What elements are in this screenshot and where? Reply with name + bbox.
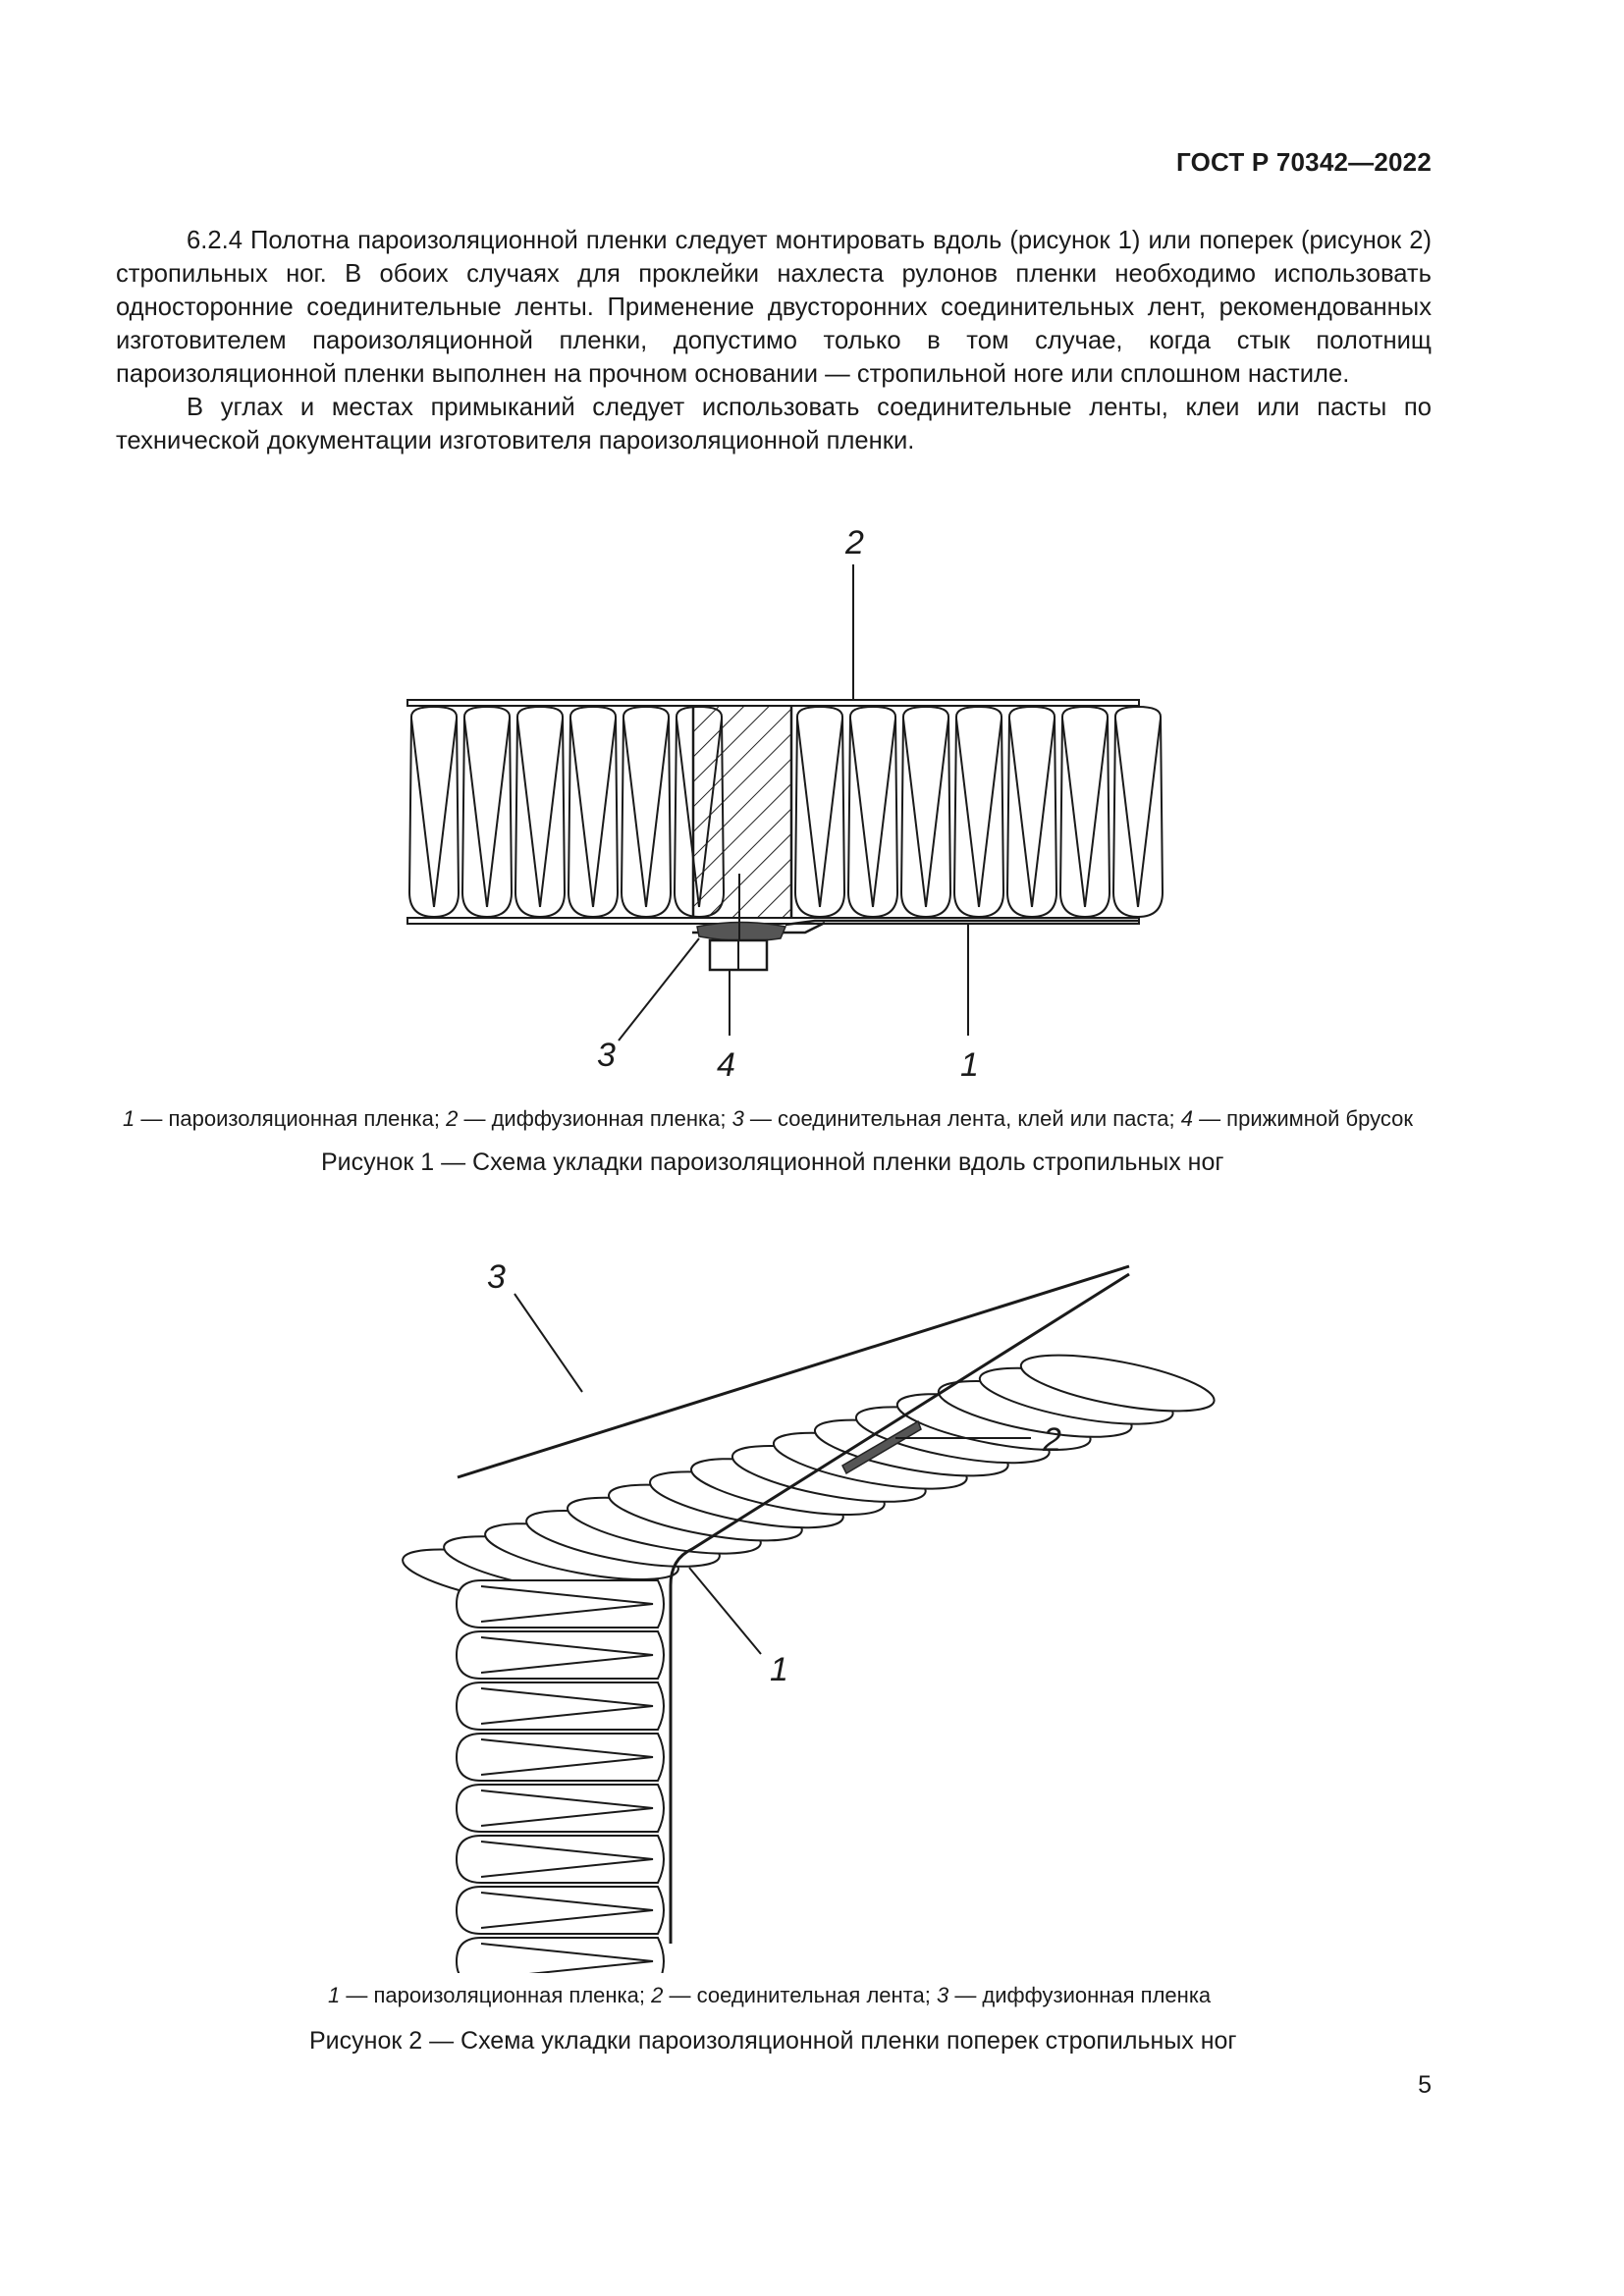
fig1-batt-line bbox=[1085, 719, 1108, 907]
fig1-callout-3: 3 bbox=[597, 1037, 616, 1074]
document-header: ГОСТ Р 70342—2022 bbox=[1176, 147, 1432, 177]
fig1-callout-4: 4 bbox=[717, 1046, 735, 1080]
fig1-leader-3 bbox=[619, 938, 699, 1041]
fig1-batt-line bbox=[979, 719, 1001, 907]
fig1-batt bbox=[795, 707, 844, 917]
fig1-batt bbox=[848, 707, 897, 917]
fig1-batt bbox=[954, 707, 1003, 917]
fig1-batt-line bbox=[434, 719, 457, 907]
page-number: 5 bbox=[1418, 2071, 1432, 2099]
figure-2-legend: 1 — пароизоляционная пленка; 2 — соединительная лента; 3 — диффузионная пленка bbox=[328, 1983, 1212, 2007]
fig2-wall-insulation bbox=[457, 1580, 664, 1973]
fig2-callout-1: 1 bbox=[770, 1651, 788, 1688]
fig1-batt-line bbox=[487, 719, 510, 907]
fig2-callout-2: 2 bbox=[1043, 1421, 1061, 1459]
paragraph-6-2-4: 6.2.4 Полотна пароизоляционной пленки следует монтировать вдоль (рисунок 1) или поперек (рисунок 2) стропильных ног. В обоих случаях для проклейки нахлеста рулонов пленки необходимо использовать односторонние соединительные ленты. Применение двусторонних соединительных лент, рекомендованных изготовителем пароизоляционной пленки, допустимо только в том случае, когда стык полотнищ пароизоляционной пленки выполнен на прочном основании — стропильной ноге или сплошном настиле. bbox=[116, 227, 1432, 388]
fig1-batt-line bbox=[464, 719, 487, 907]
fig1-batt-line bbox=[623, 719, 646, 907]
figure-2-caption: Рисунок 2 — Схема укладки пароизоляционной пленки поперек стропильных ног bbox=[309, 2027, 1237, 2055]
fig1-batt bbox=[622, 707, 671, 917]
fig1-batt-line bbox=[411, 719, 434, 907]
fig1-batt-line bbox=[540, 719, 563, 907]
fig1-batt-line bbox=[1115, 719, 1138, 907]
fig2-leader-3 bbox=[514, 1294, 582, 1392]
figure-1-caption: Рисунок 1 — Схема укладки пароизоляционной пленки вдоль стропильных ног bbox=[321, 1148, 1224, 1176]
fig2-slope-insulation bbox=[399, 1344, 1218, 1617]
figure-1-diagram bbox=[0, 510, 1624, 1080]
fig1-connecting-tape bbox=[697, 923, 785, 941]
fig1-batt-line bbox=[956, 719, 979, 907]
fig2-callout-3: 3 bbox=[487, 1258, 506, 1296]
fig1-top-membrane bbox=[407, 700, 1139, 706]
fig1-callout-2: 2 bbox=[845, 524, 864, 561]
fig1-batt bbox=[1060, 707, 1110, 917]
fig1-batt-line bbox=[517, 719, 540, 907]
figure-2-diagram bbox=[0, 1207, 1624, 1973]
fig1-batt-line bbox=[593, 719, 616, 907]
fig1-batt-line bbox=[570, 719, 593, 907]
paragraph-corners: В углах и местах примыканий следует использовать соединительные ленты, клеи или пасты по технической документации изготовителя пароизоляционной пленки. bbox=[116, 394, 1432, 454]
fig2-wall-batt bbox=[457, 1938, 664, 1973]
fig1-batt bbox=[515, 707, 565, 917]
fig1-batt-line bbox=[926, 719, 948, 907]
fig1-batt-line bbox=[850, 719, 873, 907]
fig1-batt bbox=[1113, 707, 1163, 917]
fig1-batt-line bbox=[820, 719, 842, 907]
fig1-batt-line bbox=[797, 719, 820, 907]
fig1-callout-1: 1 bbox=[960, 1046, 979, 1080]
fig1-batt bbox=[409, 707, 459, 917]
fig1-batt-line bbox=[1062, 719, 1085, 907]
fig1-batt-line bbox=[1009, 719, 1032, 907]
fig1-batt-line bbox=[903, 719, 926, 907]
fig1-batt-line bbox=[1032, 719, 1055, 907]
fig1-batt bbox=[901, 707, 950, 917]
fig1-batt-line bbox=[646, 719, 669, 907]
fig1-batt bbox=[1007, 707, 1056, 917]
body-text bbox=[116, 224, 1432, 457]
fig1-batt bbox=[568, 707, 618, 917]
fig1-batt bbox=[462, 707, 512, 917]
fig1-batt-line bbox=[873, 719, 895, 907]
fig2-leader-1 bbox=[689, 1568, 761, 1654]
fig1-batt-line bbox=[1138, 719, 1161, 907]
fig1-rafter bbox=[693, 705, 791, 921]
figure-1-legend: 1 — пароизоляционная пленка; 2 — диффузионная пленка; 3 — соединительная лента, клей или паста; 4 — прижимной брусок bbox=[123, 1106, 1413, 1131]
